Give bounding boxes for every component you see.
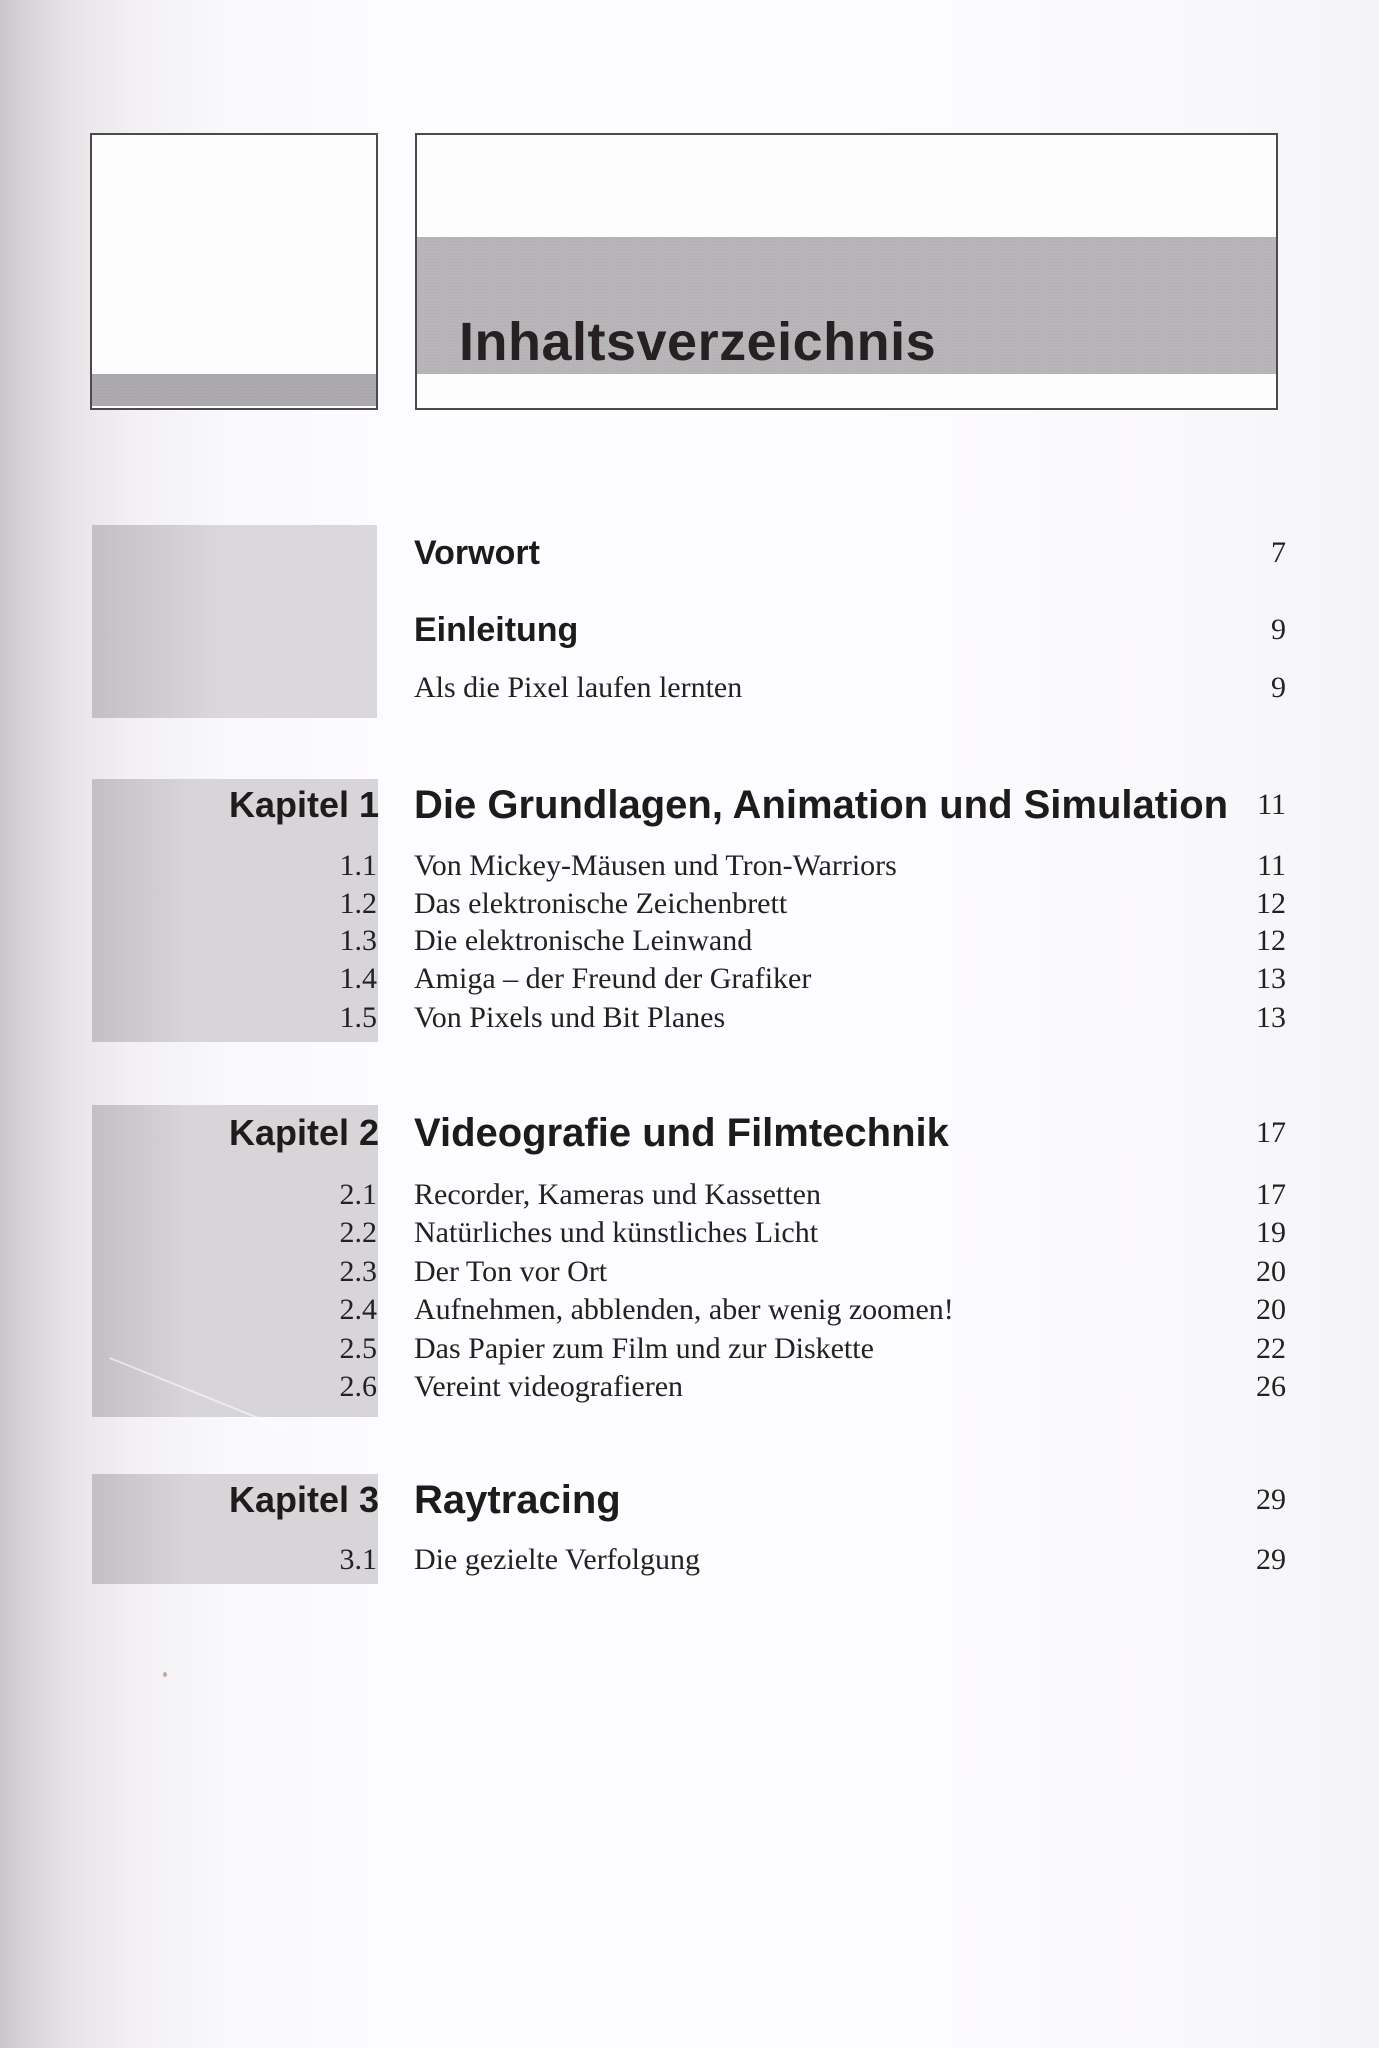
chapter-title: Videografie und Filmtechnik [414,1111,949,1155]
section-row [0,1367,1379,1407]
section-title: Die gezielte Verfolgung [414,1543,701,1576]
section-number: 1.1 [339,849,377,882]
chapter-title: Raytracing [414,1478,621,1522]
chapter-label: Kapitel 2 [228,1112,379,1153]
page-number: 13 [1256,1001,1286,1034]
section-title: Der Ton vor Ort [414,1255,608,1288]
section-title: Aufnehmen, abblenden, aber wenig zoomen! [414,1293,954,1326]
front-matter-label: Als die Pixel laufen lernten [414,671,743,704]
section-row [0,884,1379,924]
page-number: 17 [1256,1116,1286,1149]
section-number: 1.2 [339,887,377,920]
front-matter-row [0,531,1379,575]
chapter-heading-row [0,779,1379,831]
left-frame-box [90,133,378,410]
page-number: 17 [1256,1178,1286,1211]
toc-header-band [417,237,1276,374]
section-title: Das elektronische Zeichenbrett [414,887,788,920]
chapter-heading-row [0,1107,1379,1159]
section-row [0,959,1379,999]
section-row [0,1252,1379,1292]
front-matter-row [0,608,1379,652]
section-number: 2.4 [339,1293,377,1326]
section-number: 2.6 [339,1370,377,1403]
section-title: Das Papier zum Film und zur Diskette [414,1332,874,1365]
page-number: 19 [1256,1216,1286,1249]
page-number: 12 [1256,887,1286,920]
section-title: Die elektronische Leinwand [414,924,753,957]
front-matter-row [0,668,1379,708]
chapter-label: Kapitel 1 [228,784,379,825]
section-row [0,846,1379,886]
section-number: 1.3 [339,924,377,957]
section-number: 3.1 [339,1543,377,1576]
section-title: Von Pixels und Bit Planes [414,1001,726,1034]
front-matter-label: Einleitung [414,611,579,649]
section-row [0,1175,1379,1215]
section-row [0,1329,1379,1369]
toc-title: Inhaltsverzeichnis [459,312,937,372]
page-number: 9 [1271,671,1286,704]
page-number: 20 [1256,1255,1286,1288]
section-number: 2.5 [339,1332,377,1365]
section-number: 1.4 [339,962,377,995]
section-title: Recorder, Kameras und Kassetten [414,1178,821,1211]
section-title: Vereint videografieren [414,1370,684,1403]
section-number: 2.3 [339,1255,377,1288]
page-number: 13 [1256,962,1286,995]
toc-header-box [415,133,1278,410]
left-frame-gray-strip [92,374,376,406]
section-row [0,1290,1379,1330]
chapter-title: Die Grundlagen, Animation und Simulation [414,783,1229,827]
section-title: Von Mickey-Mäusen und Tron-Warriors [414,849,897,882]
chapter-label: Kapitel 3 [228,1479,379,1520]
section-row [0,921,1379,961]
chapter-heading-row [0,1474,1379,1526]
page-number: 12 [1256,924,1286,957]
page-number: 26 [1256,1370,1286,1403]
section-row [0,998,1379,1038]
section-row [0,1540,1379,1580]
section-title: Natürliches und künstliches Licht [414,1216,819,1249]
scan-speck [163,1672,167,1677]
front-matter-label: Vorwort [414,534,540,572]
page-number: 11 [1257,849,1286,882]
page-number: 9 [1271,613,1286,646]
page-number: 22 [1256,1332,1286,1365]
page-number: 29 [1256,1543,1286,1576]
page-number: 29 [1256,1483,1286,1516]
section-title: Amiga – der Freund der Grafiker [414,962,812,995]
section-number: 2.2 [339,1216,377,1249]
page-number: 7 [1271,536,1286,569]
page-number: 11 [1257,788,1286,821]
page-number: 20 [1256,1293,1286,1326]
section-row [0,1213,1379,1253]
section-number: 1.5 [339,1001,377,1034]
section-number: 2.1 [339,1178,377,1211]
